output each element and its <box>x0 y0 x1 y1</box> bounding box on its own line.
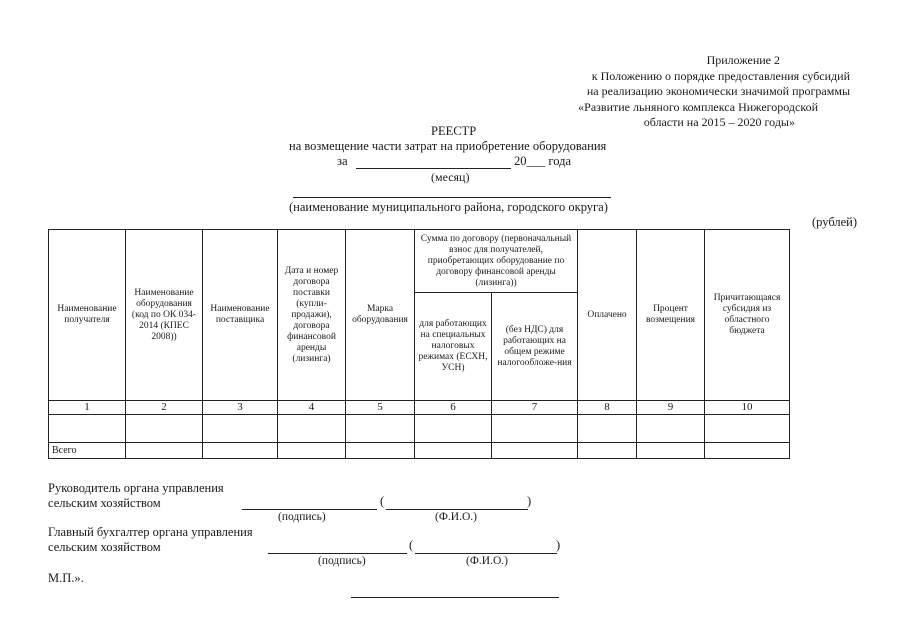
appendix-line-4: «Развитие льняного комплекса Нижегородской <box>578 99 818 114</box>
table-cell <box>637 443 705 459</box>
table-cell <box>278 443 346 459</box>
column-number: 6 <box>415 401 492 415</box>
header-paid: Оплачено <box>578 230 637 401</box>
appendix-line-2: к Положению о порядке предоставления субсидий <box>591 68 850 83</box>
month-blank-line <box>356 168 511 169</box>
header-brand: Марка оборудования <box>346 230 415 401</box>
table-cell <box>415 443 492 459</box>
header-subsidy: Причитающаяся субсидия из областного бюджета <box>705 230 790 401</box>
accountant-title-line-1: Главный бухгалтер органа управления <box>48 525 253 539</box>
document-title: РЕЕСТР <box>431 124 477 138</box>
table-row <box>49 415 790 443</box>
header-contract: Дата и номер договора поставки (купли-продажи), договора финансовой аренды (лизинга) <box>278 230 346 401</box>
column-number: 9 <box>637 401 705 415</box>
table-cell <box>415 415 492 443</box>
head-sign-label: (подпись) <box>278 511 326 523</box>
registry-table <box>48 229 790 459</box>
district-label: (наименование муниципального района, городского округа) <box>289 200 608 214</box>
accountant-title-line-2: сельским хозяйством <box>48 540 161 554</box>
closing-line <box>351 597 559 598</box>
column-number: 5 <box>346 401 415 415</box>
column-number: 1 <box>49 401 126 415</box>
accountant-name-label: (Ф.И.О.) <box>466 555 508 567</box>
column-number: 8 <box>578 401 637 415</box>
appendix-line-1: Приложение 2 <box>706 53 780 67</box>
appendix-line-3: на реализацию экономически значимой программы <box>586 84 850 98</box>
table-cell <box>203 415 278 443</box>
table-cell <box>705 443 790 459</box>
accountant-sign-label: (подпись) <box>318 555 366 567</box>
table-cell <box>203 443 278 459</box>
header-equipment: Наименование оборудования (код по ОК 034-2014 (КПЕС 2008)) <box>126 230 203 401</box>
appendix-line-5: области на 2015 – 2020 годы» <box>643 115 795 129</box>
table-cell <box>49 415 126 443</box>
column-numbers-row <box>49 401 790 415</box>
header-sum: Сумма по договору (первоначальный взнос для получателей, приобретающих оборудование по договору финансовой аренды (лизинга)) <box>415 230 578 293</box>
head-name-label: (Ф.И.О.) <box>435 511 477 523</box>
column-number: 7 <box>492 401 578 415</box>
table-cell <box>578 415 637 443</box>
header-general-regime: (без НДС) для работающих на общем режиме налогообложе-ния <box>492 293 578 401</box>
total-label: Всего <box>49 443 126 459</box>
appendix-block <box>560 53 850 131</box>
accountant-name-close-paren: ) <box>556 538 561 552</box>
period-prefix: за <box>337 154 348 168</box>
stamp-label: М.П.». <box>48 571 84 585</box>
column-number: 2 <box>126 401 203 415</box>
table-cell <box>126 443 203 459</box>
units-label: (рублей) <box>812 215 858 229</box>
table-cell <box>705 415 790 443</box>
head-name-line <box>386 509 528 510</box>
header-special-regime: для работающих на специальных налоговых режимах (ЕСХН, УСН) <box>415 293 492 401</box>
accountant-title <box>48 525 253 555</box>
total-row <box>49 443 790 459</box>
table-cell <box>346 415 415 443</box>
head-title-line-1: Руководитель органа управления <box>48 481 224 495</box>
document-subtitle: на возмещение части затрат на приобретение оборудования <box>289 139 607 153</box>
head-signature-line <box>242 509 377 510</box>
head-title <box>48 481 224 511</box>
header-recipient: Наименование получателя <box>49 230 126 401</box>
accountant-signature-line <box>268 553 407 554</box>
table-cell <box>278 415 346 443</box>
header-percent: Процент возмещения <box>637 230 705 401</box>
header-supplier: Наименование поставщика <box>203 230 278 401</box>
accountant-name-open-paren: ( <box>409 538 414 552</box>
table-cell <box>492 443 578 459</box>
accountant-name-line <box>415 553 557 554</box>
column-number: 4 <box>278 401 346 415</box>
table-cell <box>492 415 578 443</box>
column-number: 3 <box>203 401 278 415</box>
table-cell <box>578 443 637 459</box>
district-blank-line <box>293 197 611 198</box>
head-title-line-2: сельским хозяйством <box>48 496 161 510</box>
column-number: 10 <box>705 401 790 415</box>
period-year: 20___ года <box>514 154 571 168</box>
head-name-close-paren: ) <box>527 494 532 508</box>
table-cell <box>637 415 705 443</box>
table-cell <box>346 443 415 459</box>
month-label: (месяц) <box>431 170 470 184</box>
head-name-open-paren: ( <box>380 494 385 508</box>
table-cell <box>126 415 203 443</box>
